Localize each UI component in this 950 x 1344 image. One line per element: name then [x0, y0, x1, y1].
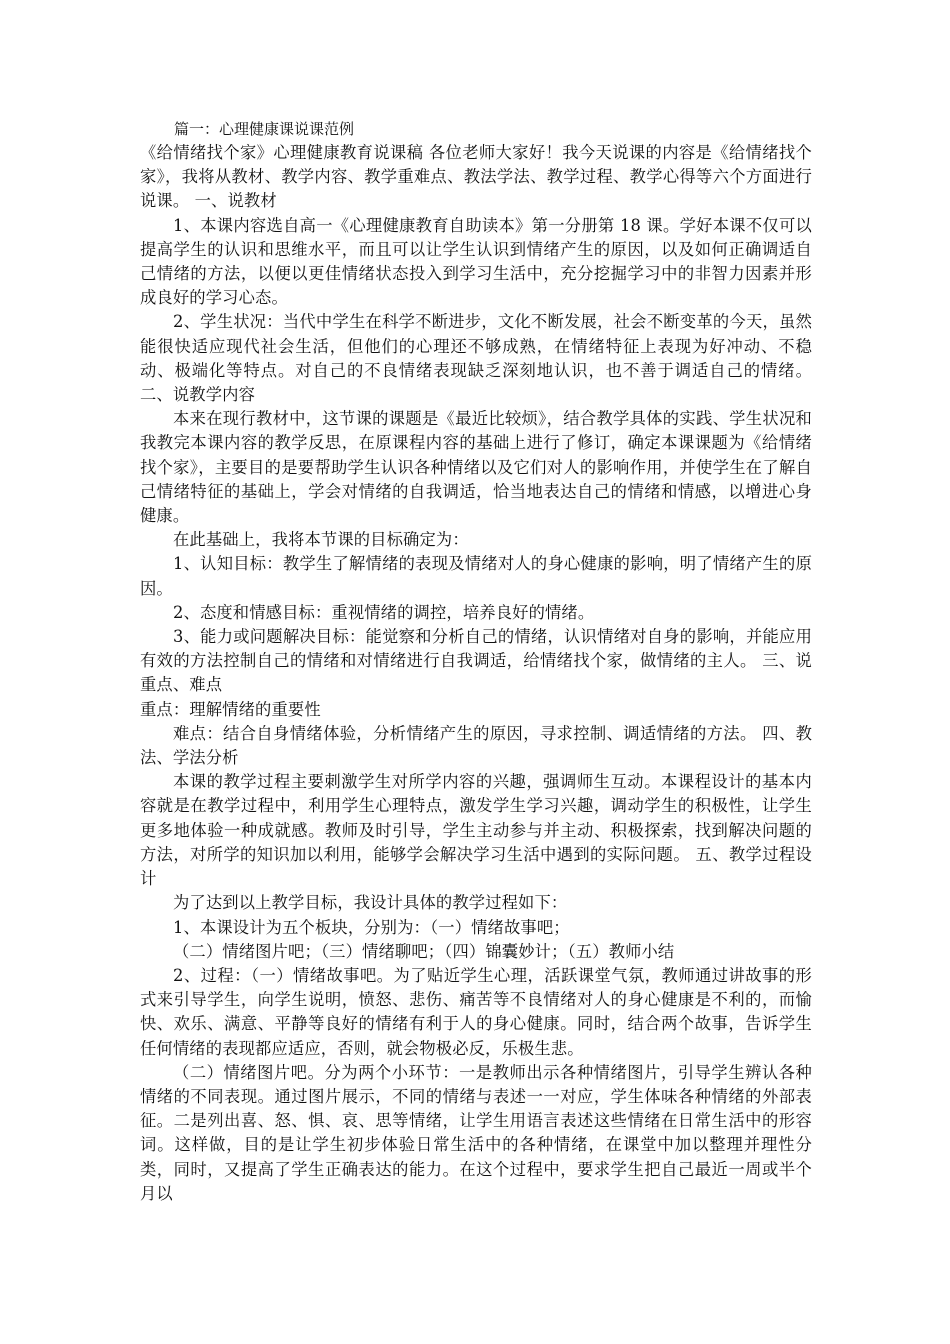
document-page — [140, 117, 812, 1206]
paragraph-ability-goal: 3、能力或问题解决目标：能觉察和分析自己的情绪，认识情绪对自身的影响，并能应用有效的方法控制自己的情绪和对情绪进行自我调适，给情绪找个家，做情绪的主人。 三、说重点、难点 — [140, 627, 812, 695]
paragraph-cognitive-goal: 1、认知目标：教学生了解情绪的表现及情绪对人的身心健康的影响，明了情绪产生的原因。 — [140, 554, 812, 598]
paragraph-attitude-goal: 2、态度和情感目标：重视情绪的调控，培养良好的情绪。 — [173, 602, 595, 622]
paragraph-sections-list: 1、本课设计为五个板块，分别为：（一）情绪故事吧； — [173, 917, 570, 937]
paragraph-process-pictures: （二）情绪图片吧。分为两个小环节：一是教师出示各种情绪图片，引导学生辨认各种情绪的不同表现。通过图片展示，不同的情绪与表述一一对应，学生体味各种情绪的外部表征。二是列出喜、怒、惧、哀、思等情绪，让学生用语言表述这些情绪在日常生活中的形容词。这样做，目的是让学生初步体验日常生活中的各种情绪，在课堂中加以整理并理性分类，同时，又提高了学生正确表达的能力。在这个过程中，要求学生把自己最近一周或半个月以 — [140, 1062, 812, 1203]
document-title: 篇一：心理健康课说课范例 — [174, 120, 355, 138]
document-body — [140, 141, 812, 1206]
paragraph-intro: 《给情绪找个家》心理健康教育说课稿 各位老师大家好！我今天说课的内容是《给情绪找个家》，我将从教材、教学内容、教学重难点、教法学法、教学过程、教学心得等六个方面进行说课。 一、说教材 — [140, 143, 812, 211]
paragraph-process-intro: 为了达到以上教学目标，我设计具体的教学过程如下： — [173, 893, 568, 913]
paragraph-process-story: 2、过程：（一）情绪故事吧。为了贴近学生心理，活跃课堂气氛，教师通过讲故事的形式来引导学生，向学生说明，愤怒、悲伤、痛苦等不良情绪对人的身心健康是不利的，而愉快、欢乐、满意、平静等良好的情绪有利于人的身心健康。同时，结合两个故事，告诉学生任何情绪的表现都应适应，否则，就会物极必反，乐极生悲。 — [140, 965, 812, 1058]
paragraph-goal-intro: 在此基础上，我将本节课的目标确定为： — [173, 530, 469, 550]
paragraph-student-status: 2、学生状况：当代中学生在科学不断进步，文化不断发展，社会不断变革的今天，虽然能很快适应现代社会生活，但他们的心理还不够成熟，在情绪特征上表现为好冲动、不稳动、极端化等特点。对自己的不良情绪表现缺乏深刻地认识，也不善于调适自己的情绪。 二、说教学内容 — [140, 312, 812, 405]
paragraph-key-point: 重点：理解情绪的重要性 — [140, 699, 321, 719]
paragraph-teaching-content: 本来在现行教材中，这节课的课题是《最近比较烦》，结合教学具体的实践、学生状况和我教完本课内容的教学反思，在原课程内容的基础上进行了修订，确定本课课题为《给情绪找个家》，主要目的是要帮助学生认识各种情绪以及它们对人的影响作用，并使学生在了解自己情绪特征的基础上，学会对情绪的自我调适，恰当地表达自己的情绪和情感，以增进心身健康。 — [140, 409, 812, 526]
paragraph-difficulty: 难点：结合自身情绪体验，分析情绪产生的原因，寻求控制、调适情绪的方法。 四、教法、学法分析 — [140, 723, 812, 768]
paragraph-sections-list-cont: （二）情绪图片吧；（三）情绪聊吧；（四）锦囊妙计；（五）教师小结 — [173, 941, 675, 961]
paragraph-textbook-source: 1、本课内容选自高一《心理健康教育自助读本》第一分册第 18 课。学好本课不仅可以提高学生的认识和思维水平，而且可以让学生认识到情绪产生的原因，以及如何正确调适自己情绪的方法，以便以更佳情绪状态投入到学习生活中，充分挖掘学习中的非智力因素并形成良好的学习心态。 — [140, 215, 812, 308]
paragraph-methods: 本课的教学过程主要刺激学生对所学内容的兴趣，强调师生互动。本课程设计的基本内容就是在教学过程中，利用学生心理特点，激发学生学习兴趣，调动学生的积极性，让学生更多地体验一种成就感。教师及时引导，学生主动参与并主动、积极探索，找到解决问题的方法，对所学的知识加以利用，能够学会解决学习生活中遇到的实际问题。 五、教学过程设计 — [140, 772, 812, 889]
